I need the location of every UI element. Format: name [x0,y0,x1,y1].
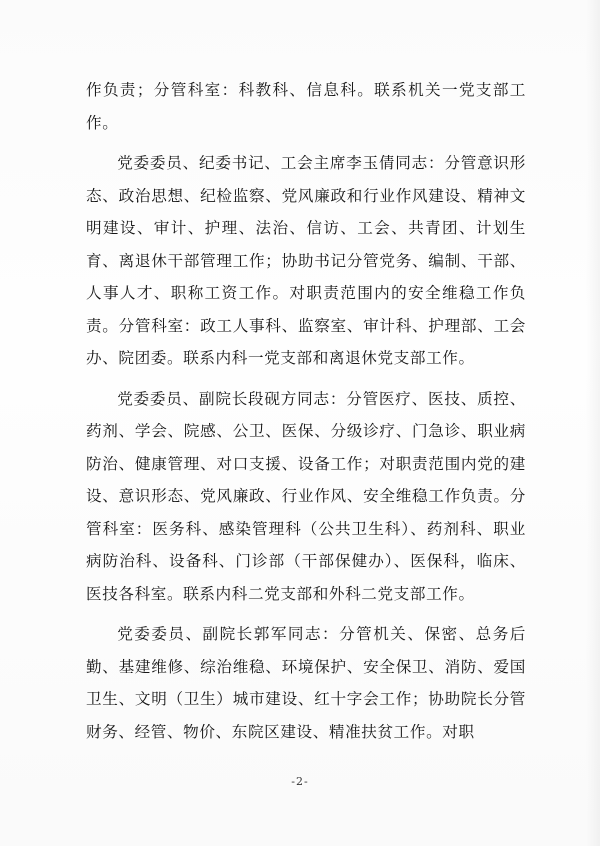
body-text [86,74,526,756]
paragraph-duan-yanfang: 党委委员、副院长段砚方同志：分管医疗、医技、质控、药剂、学会、院感、公卫、医保、分级诊疗、门急诊、职业病防治、健康管理、对口支援、设备工作；对职责范围内党的建设、意识形态、党风廉政、行业作风、安全维稳工作负责。分管科室：医务科、感染管理科（公共卫生科）、药剂科、职业病防治科、设备科、门诊部（干部保健办）、医保科，临床、医技各科室。联系内科二党支部和外科二党支部工作。 [86,389,526,603]
page-number: -2- [291,775,309,788]
paragraph-li-yuqian: 党委委员、纪委书记、工会主席李玉倩同志：分管意识形态、政治思想、纪检监察、党风廉政和行业作风建设、精神文明建设、审计、护理、法治、信访、工会、共青团、计划生育、离退休干部管理工作；协助书记分管党务、编制、干部、人事人才、职称工资工作。对职责范围内的安全维稳工作负责。分管科室：政工人事科、监察室、审计科、护理部、工会办、院团委。联系内科一党支部和离退休党支部工作。 [86,154,526,367]
paragraph-continuation: 作负责；分管科室：科教科、信息科。联系机关一党支部工作。 [86,81,526,132]
paragraph-guo-jun: 党委委员、副院长郭军同志：分管机关、保密、总务后勤、基建维修、综治维稳、环境保护、安全保卫、消防、爱国卫生、文明（卫生）城市建设、红十字会工作；协助院长分管财务、经管、物价、东院区建设、精准扶贫工作。对职 [86,625,526,741]
page-edge-shadow [586,0,600,846]
